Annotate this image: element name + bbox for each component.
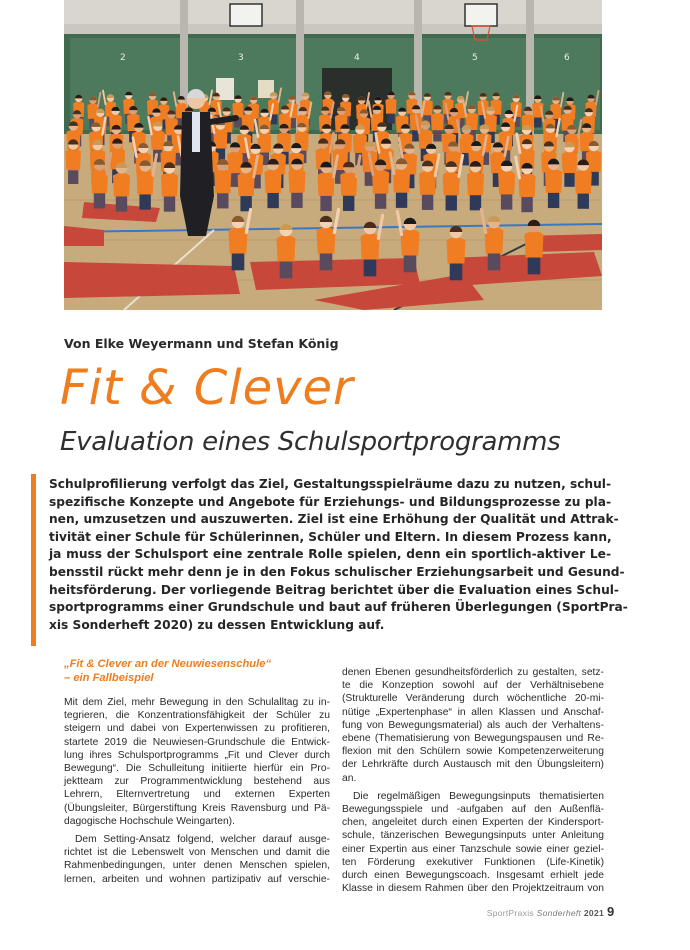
section-heading bbox=[64, 657, 330, 685]
lead-line: Schulprofilierung verfolgt das Ziel, Gestaltungsspielräume dazu zu nutzen, schul- bbox=[49, 477, 612, 491]
running-footer bbox=[487, 908, 604, 918]
text-line: Mit dem Ziel, mehr Bewegung in den Schulalltag zu in- bbox=[64, 697, 330, 708]
article-title: Fit & Clever bbox=[60, 360, 354, 416]
body-paragraph bbox=[342, 790, 604, 896]
text-line: an. bbox=[342, 772, 357, 784]
text-line: ebene (Thematisierung von Bewegungspausen und Re- bbox=[342, 733, 604, 745]
article-subtitle: Evaluation eines Schulsportprogramms bbox=[60, 427, 561, 457]
text-line: (Strukturelle Veränderung durch wöchentliche 20-mi- bbox=[342, 693, 604, 705]
lead-accent-bar bbox=[31, 474, 36, 646]
lead-line: nen, umzusetzen und auszuwerten. Ziel ist eine Erhöhung der Qualität und Attrak- bbox=[49, 512, 619, 527]
text-line: nütige „Expertenphase“ in allen Klassen und Anschaf- bbox=[342, 706, 604, 718]
lead-line: tivität einer Schule für Schülerinnen, Schüler und Eltern. In diesem Prozess kann, bbox=[49, 529, 612, 544]
group-photo bbox=[64, 0, 602, 310]
lead-line: ja muss der Schulsport eine zentrale Rolle spielen, denn ein sportlich-aktiver Le- bbox=[49, 547, 611, 562]
text-line: jektteam zur Programmentwicklung bestehend aus bbox=[64, 776, 330, 788]
text-line: startete 2019 die Neuwiesen-Grundschule die Entwick- bbox=[64, 736, 330, 748]
body-paragraph bbox=[342, 666, 604, 785]
text-line: richtet ist die Lebenswelt von Menschen und damit die bbox=[64, 847, 330, 859]
text-line: schule, tänzerischen Bewegungsinputs unter Anleitung bbox=[342, 830, 604, 842]
text-line: dagogische Hochschule Weingarten). bbox=[64, 815, 235, 827]
text-line: (Übungsleiter, Bürgerstiftung Kreis Ravensburg und Pä- bbox=[64, 802, 330, 814]
text-line: Bewegung“. Die Schulleitung initiierte hierfür ein Pro- bbox=[64, 763, 330, 775]
wall-number: 4 bbox=[354, 53, 360, 63]
lead-paragraph bbox=[49, 476, 628, 634]
body-paragraph bbox=[64, 833, 330, 886]
lead-line: heitsförderung. Der vorliegende Beitrag berichtet über die Evaluation eines Schul- bbox=[49, 582, 619, 597]
text-line: der Lehrkräfte durch Austausch mit den Übungsleitern) bbox=[342, 759, 604, 771]
section-heading-line: „Fit & Clever an der Neuwiesenschule“ bbox=[64, 658, 272, 670]
text-line: lung ihres Schulsportprogramms „Fit und Clever durch bbox=[64, 749, 330, 761]
wall-number: 2 bbox=[120, 53, 126, 63]
lead-line: spezifische Konzepte und Angebote für Erziehungs- und Bildungsprozesse zu pla- bbox=[49, 494, 611, 509]
left-column bbox=[64, 657, 330, 891]
text-line: chen, angeleitet durch einen Experten der Kindersport- bbox=[342, 817, 604, 829]
magazine-name: SportPraxis bbox=[486, 908, 534, 918]
text-line: Bewegungsspiele und -aufgaben auf den Außenflä- bbox=[342, 804, 604, 816]
text-line: steigern und dabei von Expertenwissen zu profitieren, bbox=[64, 723, 330, 735]
text-line: Lehrern, Elternvertretung und externen Experten bbox=[64, 789, 330, 801]
wall-number: 6 bbox=[564, 53, 570, 63]
right-column bbox=[342, 666, 604, 900]
text-line: einer Expertin aus einer Tanzschule sowie einer geziel- bbox=[342, 843, 604, 855]
text-line: Klasse in diesem Rahmen über den Projektzeitraum von bbox=[342, 883, 604, 895]
text-line: tegrieren, die Konzentrationsfähigkeit der Schüler zu bbox=[64, 710, 330, 722]
wall-number: 5 bbox=[472, 53, 478, 63]
gym-group-scene bbox=[64, 0, 602, 310]
text-line: flexion mit den Schülern sowie Kompetenzerweiterung bbox=[342, 746, 604, 758]
lead-line: sportprogramms einer Grundschule und baut auf früheren Überlegungen (SportPra- bbox=[49, 600, 628, 615]
text-line: denen Ebenen gesundheitsförderlich zu gestalten, setz- bbox=[342, 667, 604, 678]
page-number: 9 bbox=[607, 904, 615, 919]
text-line: te die Konzeption sowohl auf der Verhältnisebene bbox=[342, 680, 604, 692]
lead-line: xis Sonderheft 2020) zu dessen Entwicklung auf. bbox=[49, 617, 385, 632]
text-line: fung von Bewegungsmaterial) als auch der Verhaltens- bbox=[342, 719, 604, 731]
text-line: Dem Setting-Ansatz folgend, welcher darauf ausge- bbox=[75, 834, 330, 846]
wall-number: 3 bbox=[238, 53, 244, 63]
issue-name: Sonderheft bbox=[536, 908, 582, 918]
text-line: ten Förderung exekutiver Funktionen (Life-Kinetik) bbox=[342, 856, 604, 868]
text-line: durch einen Bewegungscoach. Insgesamt erhielt jede bbox=[342, 870, 604, 882]
text-line: Die regelmäßigen Bewegungsinputs thematisierten bbox=[353, 790, 604, 802]
issue-year: 2021 bbox=[583, 908, 604, 918]
body-paragraph bbox=[64, 696, 330, 828]
lead-line: bensstil rückt mehr denn je in den Fokus schulischer Erziehungsarbeit und Gesund- bbox=[49, 564, 625, 579]
text-line: Rahmenbedingungen, unter denen Menschen spielen, bbox=[64, 860, 330, 872]
author-line: Von Elke Weyermann und Stefan König bbox=[64, 336, 339, 351]
section-heading-line: – ein Fallbeispiel bbox=[64, 672, 154, 684]
text-line: lernen, arbeiten und wohnen partizipativ auf verschie- bbox=[64, 873, 330, 885]
